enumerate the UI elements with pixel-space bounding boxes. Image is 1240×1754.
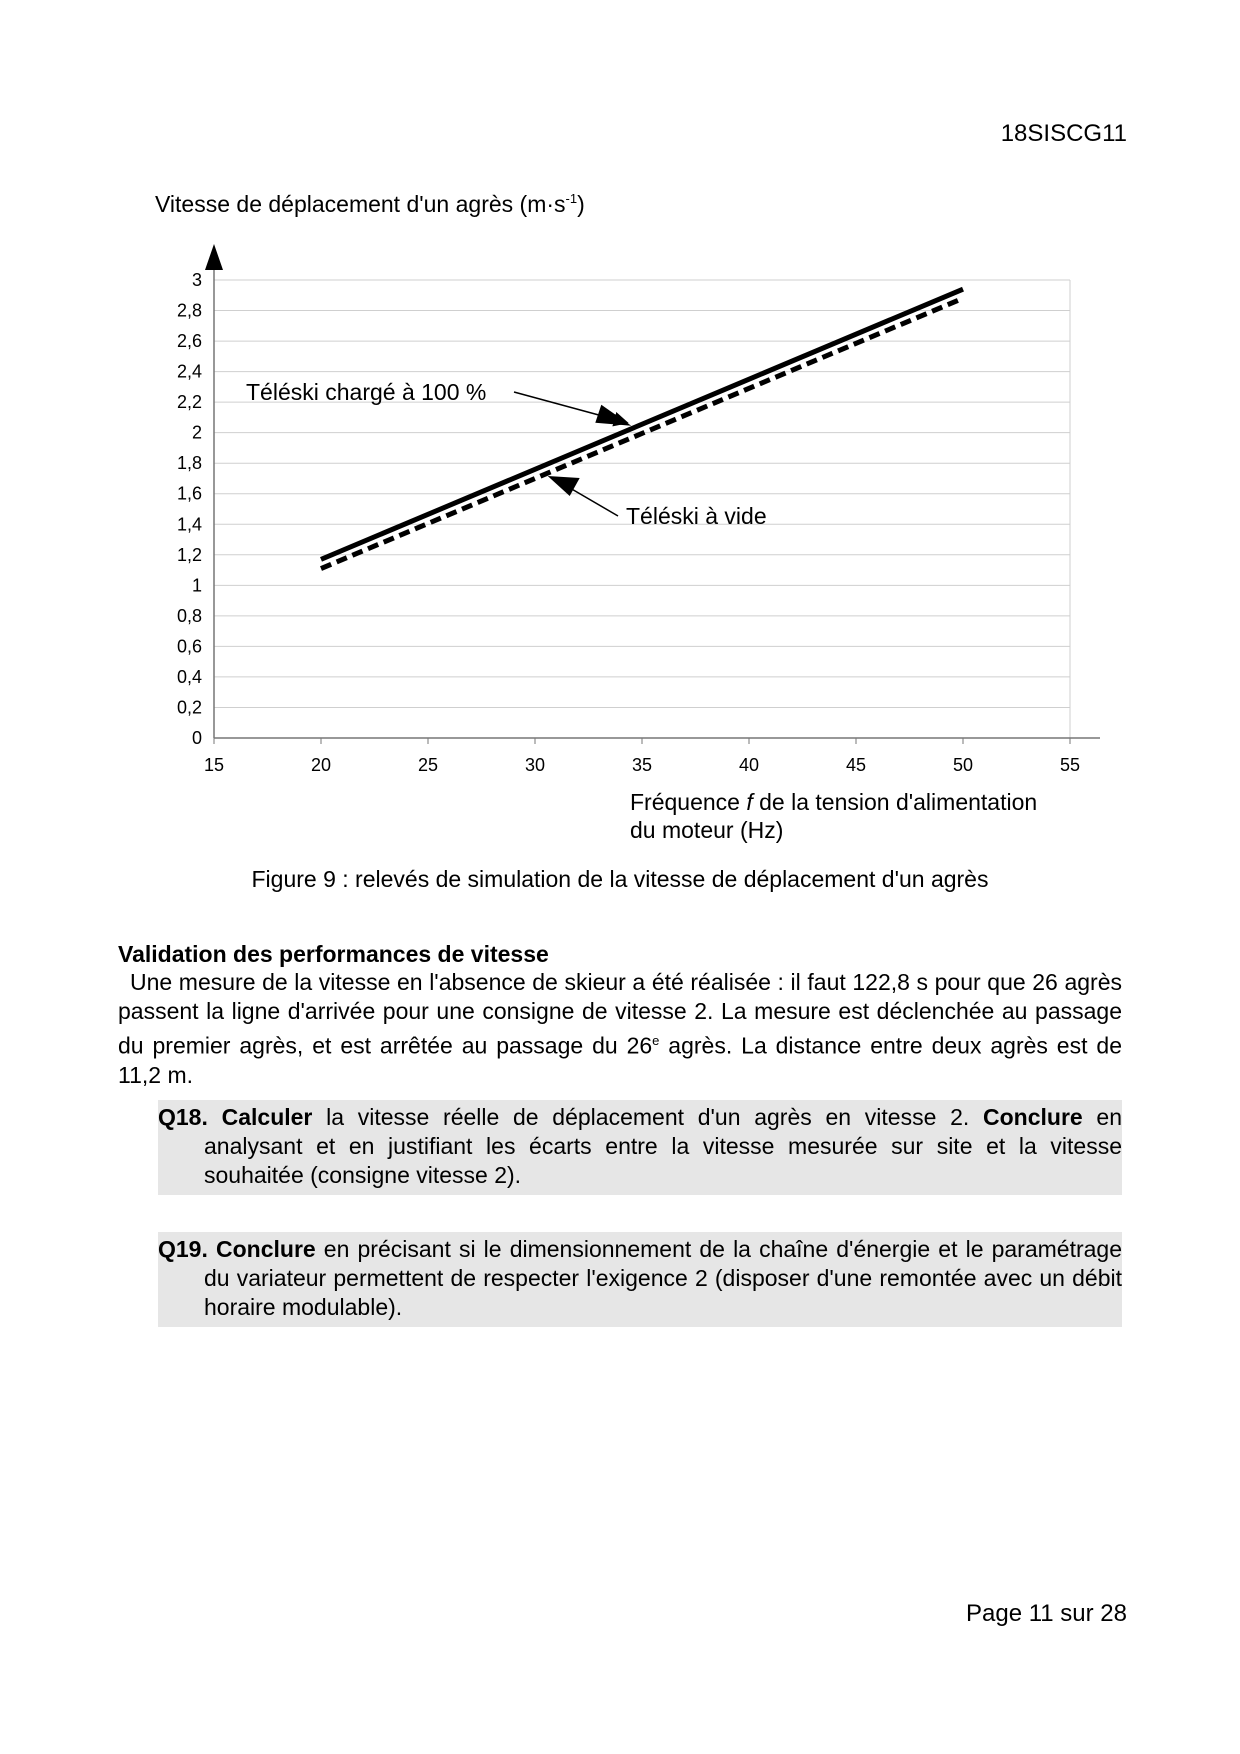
section-paragraph [118,968,1122,1090]
question-text: en analysant et en justifiant les écarts entre la vitesse mesurée sur site et la vitesse souhaitée (consigne vitesse 2). [204,1104,1122,1188]
question-text: la vitesse réelle de déplacement d'un agrès en vitesse 2. [312,1104,983,1130]
x-axis-title-line2: du moteur (Hz) [630,817,784,843]
annotation-label-unloaded: Téléski à vide [626,503,767,529]
paragraph-superscript: e [652,1033,660,1048]
question-verb: Conclure [216,1236,316,1262]
x-tick-label: 25 [417,755,439,775]
arrowhead-icon [595,405,631,426]
y-axis-arrow-icon [205,244,223,270]
y-tick-label: 1,6 [176,483,202,504]
x-tick-label: 55 [1059,755,1081,775]
question-q19 [158,1232,1122,1327]
x-tick-label: 15 [203,755,225,775]
page-number: Page 11 sur 28 [965,1600,1127,1627]
y-tick-label: 1,4 [176,514,202,535]
paragraph-text-1: Une mesure de la vitesse en l'absence de skieur a été réalisée : il faut 122,8 s pour que 26 agrès passent la ligne d'arrivée pour une consigne de vitesse 2. La mesure est déclenchée au passage du premier agrès, et est arrêtée au passage du 26 [118,969,1122,1059]
y-tick-label: 3 [191,270,202,290]
question-number: Q18. [158,1104,208,1130]
section-title: Validation des performances de vitesse [118,941,549,967]
y-tick-label: 2,8 [176,300,202,321]
y-tick-label: 1,8 [176,453,202,474]
x-tick-label: 45 [845,755,867,775]
x-axis-title-line1: Fréquence f de la tension d'alimentation [630,789,1038,815]
figure-caption: Figure 9 : relevés de simulation de la vitesse de déplacement d'un agrès [251,866,989,892]
y-tick-label: 0,8 [176,605,202,626]
y-tick-label: 0,2 [176,697,202,718]
question-verb: Conclure [983,1104,1083,1130]
arrowhead-icon [548,476,580,496]
question-text: en précisant si le dimensionnement de la chaîne d'énergie et le paramétrage du variateur permettent de respecter l'exigence 2 (disposer d'une remontée avec un débit horaire modulable). [204,1236,1123,1320]
paragraph-text-2: agrès. La distance entre deux agrès est de 11,2 m. [118,1032,1122,1088]
question-q18 [158,1100,1122,1195]
question-number: Q19. [158,1236,208,1262]
document-code: 18SISCG11 [1000,120,1127,147]
x-tick-label: 20 [310,755,332,775]
x-tick-label: 40 [738,755,760,775]
chart-annotations [246,379,767,529]
y-tick-label: 2 [191,422,202,443]
y-tick-label: 0 [191,728,202,748]
x-tick-label: 30 [524,755,546,775]
x-tick-label: 35 [631,755,653,775]
y-tick-label: 0,4 [176,666,202,687]
y-tick-label: 0,6 [176,636,202,657]
y-tick-label: 2,4 [176,361,202,382]
y-tick-label: 2,6 [176,331,202,352]
y-tick-label: 1,2 [176,544,202,565]
question-verb: Calculer [221,1104,313,1130]
y-tick-label: 2,2 [176,392,202,413]
x-tick-label: 50 [952,755,974,775]
annotation-label-loaded: Téléski chargé à 100 % [246,379,487,405]
y-axis-title: Vitesse de déplacement d'un agrès $(m\cdot s^{-1})$ [155,191,585,217]
y-tick-label: 1 [191,575,202,596]
